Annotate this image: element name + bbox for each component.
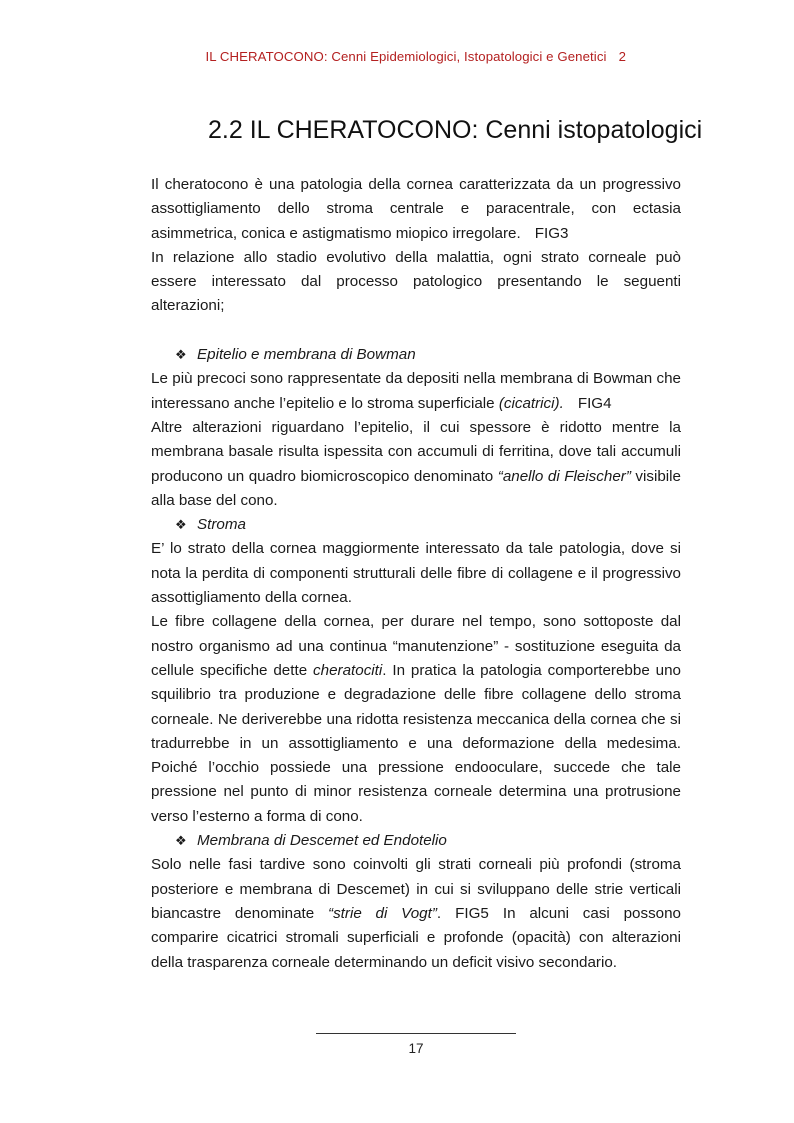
- stroma-paragraph-1: E’ lo strato della cornea maggiormente interessato da tale patologia, dove si nota la perdita di componenti strutturali delle fibre di collagene e il progressivo assottigliamento della cornea.: [151, 540, 681, 607]
- intro-paragraph-2: In relazione allo stadio evolutivo della malattia, ogni strato corneale può essere interessato dal processo patologico presentando le seguenti alterazioni;: [151, 248, 681, 315]
- heading-epitelio-label: Epitelio e membrana di Bowman: [197, 346, 416, 364]
- running-header: [205, 49, 626, 64]
- stroma-paragraph-2: [151, 610, 681, 829]
- heading-descemet: [151, 829, 681, 853]
- figure-ref-fig3: FIG3: [534, 224, 569, 242]
- epitelio-p2-text: Altre alterazioni riguardano l’epitelio, il cui spessore è ridotto mentre la membrana basale risulta ispessita con accumuli di ferritina, dove tali accumuli producono un quadro biomicroscopico denominato: [151, 418, 681, 485]
- figure-ref-fig4: FIG4: [577, 394, 612, 412]
- epitelio-p1-italic: (cicatrici).: [498, 394, 564, 412]
- descemet-p1-text: Solo nelle fasi tardive sono coinvolti gli strati corneali più profondi (stroma posteriore e membrana di Descemet) in cui si sviluppano delle strie verticali biancastre denominate: [151, 856, 681, 922]
- page-number: 17: [408, 1041, 424, 1056]
- heading-stroma-label: Stroma: [197, 516, 246, 534]
- running-header-title: IL CHERATOCONO: Cenni Epidemiologici, Istopatologici e Genetici: [205, 49, 607, 64]
- epitelio-p2-italic: “anello di Fleischer”: [497, 467, 631, 485]
- figure-ref-fig5: FIG5: [455, 904, 489, 922]
- intro-paragraph-1: [151, 173, 681, 246]
- epitelio-paragraph-2: [151, 416, 681, 513]
- diamond-bullet-icon: ❖: [175, 833, 187, 849]
- heading-epitelio: [151, 343, 681, 367]
- diamond-bullet-icon: ❖: [175, 517, 187, 533]
- intro-p1-text: Il cheratocono è una patologia della cornea caratterizzata da un progressivo assottigliamento dello stroma centrale e paracentrale, con ectasia asimmetrica, conica e astigmatismo miopico irregolare.: [151, 176, 681, 242]
- epitelio-p1-text: Le più precoci sono rappresentate da depositi nella membrana di Bowman che interessano anche l’epitelio e lo stroma superficiale: [151, 370, 681, 412]
- footer-rule: [316, 1033, 516, 1034]
- epitelio-paragraph-1: [151, 367, 681, 416]
- epitelio-p2-tail: visibile alla base del cono.: [151, 467, 681, 509]
- diamond-bullet-icon: ❖: [175, 347, 187, 363]
- section-title: 2.2 IL CHERATOCONO: Cenni istopatologici: [208, 116, 703, 144]
- descemet-paragraph-1: [151, 853, 681, 974]
- stroma-p2-italic: cheratociti: [313, 661, 383, 679]
- descemet-p1-tail: In alcuni casi possono comparire cicatrici stromali superficiali e profonde (opacità) con alterazioni della trasparenza corneale determinando un deficit visivo secondario.: [151, 904, 681, 971]
- body-text: [151, 173, 681, 975]
- running-header-chapter-number: 2: [618, 49, 626, 64]
- stroma-p2-tail: . In pratica la patologia comporterebbe uno squilibrio tra produzione e degradazione delle fibre collagene dello stroma corneale. Ne deriverebbe una ridotta resistenza meccanica della cornea che si tradurrebbe in un assottigliamento e una deformazione della medesima. Poiché l’occhio possiede una pressione endooculare, succede che tale pressione nel punto di minor resistenza corneale determina una protrusione verso l’esterno a forma di cono.: [151, 661, 681, 825]
- descemet-p1-italic: “strie di Vogt”: [328, 904, 437, 922]
- heading-stroma: [151, 513, 681, 537]
- heading-descemet-label: Membrana di Descemet ed Endotelio: [197, 832, 447, 850]
- stroma-p2-text: Le fibre collagene della cornea, per durare nel tempo, sono sottoposte dal nostro organismo ad una continua “manutenzione” - sostituzione eseguita da cellule specifiche dette: [151, 613, 681, 679]
- descemet-p1-period: .: [436, 904, 442, 922]
- paragraph-gap: [151, 319, 681, 343]
